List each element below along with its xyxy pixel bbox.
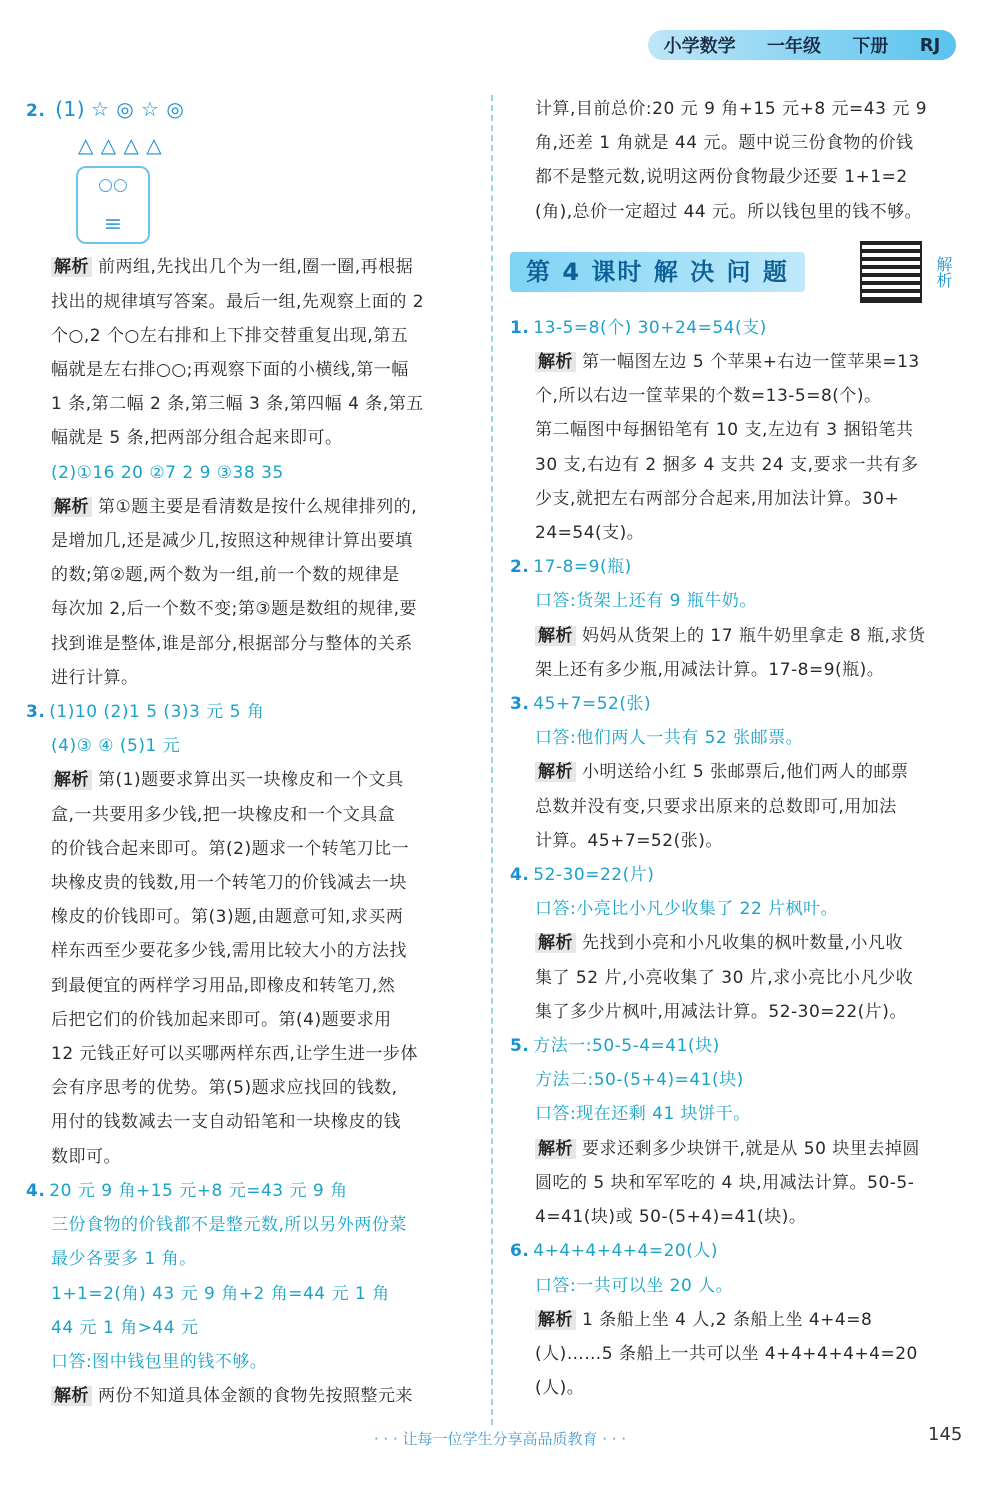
- q1-explain-line: 30 支,右边有 2 捆多 4 支共 24 支,要求一共有多: [535, 454, 919, 475]
- continued-line: 都不是整元数,说明这两份食物最少还要 1+1=2: [535, 167, 908, 188]
- q2-answer-part2: (2)①16 20 ②7 2 9 ③38 35: [51, 462, 284, 483]
- explain-label: 解析: [535, 933, 576, 953]
- explain-c-line: 橡皮的价钱即可。第(3)题,由题意可知,求买两: [51, 907, 404, 928]
- q2-answer: 2. 17-8=9(瓶): [510, 557, 632, 578]
- q4-answer: 4. 20 元 9 角+15 元+8 元=43 元 9 角: [26, 1180, 348, 1201]
- q3-number: 3.: [26, 702, 46, 723]
- explain-a-line: 幅就是左右排○○;再观察下面的小横线,第一幅: [51, 360, 409, 381]
- explain-c-line: 解析 第(1)题要求算出买一块橡皮和一个文具: [26, 763, 478, 797]
- q2-number: 2.: [510, 557, 530, 578]
- explain-label: 解析: [51, 497, 92, 517]
- explain-label: 解析: [535, 626, 576, 646]
- q4-oral-answer: 口答:小亮比小凡少收集了 22 片枫叶。: [535, 899, 839, 920]
- q6-oral-answer: 口答:一共可以坐 20 人。: [535, 1275, 734, 1296]
- footer-slogan: · · · 让每一位学生分享高品质教育 · · ·: [373, 1430, 627, 1448]
- triangle-sequence-icon: △ △ △ △: [78, 133, 163, 158]
- continued-line: 角,还差 1 角就是 44 元。题中说三份食物的价钱: [535, 133, 914, 154]
- q3-explain-line: 解析 小明送给小红 5 张邮票后,他们两人的邮票: [510, 755, 960, 789]
- q1-answer: 1. 13-5=8(个) 30+24=54(支): [510, 317, 767, 338]
- right-column: [510, 92, 960, 1405]
- header-edition: RJ: [919, 34, 941, 56]
- q2-oral-answer: 口答:货架上还有 9 瓶牛奶。: [535, 591, 757, 612]
- q4-answer-line: 三份食物的价钱都不是整元数,所以另外两份菜: [51, 1215, 407, 1236]
- q6-explain-line: 解析 1 条船上坐 4 人,2 条船上坐 4+4=8: [510, 1303, 960, 1337]
- explain-label: 解析: [535, 762, 576, 782]
- q1-explain-line: 个,所以右边一筐苹果的个数=13-5=8(个)。: [535, 386, 882, 407]
- q6-explain-line: (人)。: [535, 1378, 585, 1399]
- q6-number: 6.: [510, 1241, 530, 1262]
- q6-explain-line: (人)……5 条船上一共可以坐 4+4+4+4+4=20: [535, 1343, 918, 1364]
- explain-c-line: 的价钱合起来即可。第(2)题求一个转笔刀比一: [51, 838, 410, 859]
- q1-number: 1.: [510, 317, 530, 338]
- q4-explain-line: 集了多少片枫叶,用减法计算。52-30=22(片)。: [535, 1001, 907, 1022]
- q6-answer: 6. 4+4+4+4+4=20(人): [510, 1241, 718, 1262]
- q1-explain-line: 少支,就把左右两部分合起来,用加法计算。30+: [535, 488, 900, 509]
- q4-answer: 4. 52-30=22(片): [510, 865, 655, 886]
- explain-label: 解析: [51, 1386, 92, 1406]
- q2-explain-line: 解析 妈妈从货架上的 17 瓶牛奶里拿走 8 瓶,求货: [510, 619, 960, 653]
- explain-c-line: 样东西至少要花多少钱,需用比较大小的方法找: [51, 941, 407, 962]
- q1-explain-line: 解析 第一幅图左边 5 个苹果+右边一筐苹果=13: [510, 345, 960, 379]
- q4-number: 4.: [510, 865, 530, 886]
- explain-b-line: 的数;第②题,两个数为一组,前一个数的规律是: [51, 565, 400, 586]
- explain-label: 解析: [535, 352, 576, 372]
- q4-answer-line: 1+1=2(角) 43 元 9 角+2 角=44 元 1 角: [51, 1283, 390, 1304]
- q3-oral-answer: 口答:他们两人一共有 52 张邮票。: [535, 728, 804, 749]
- q5-explain-line: 解析 要求还剩多少块饼干,就是从 50 块里去掉圆: [510, 1132, 960, 1166]
- explain-a-line: 幅就是 5 条,把两部分组合起来即可。: [51, 428, 343, 449]
- continued-line: (角),总价一定超过 44 元。所以钱包里的钱不够。: [535, 201, 923, 222]
- explain-a-line: 个○,2 个○左右排和上下排交替重复出现,第五: [51, 325, 409, 346]
- q2-explain-line: 架上还有多少瓶,用减法计算。17-8=9(瓶)。: [535, 659, 885, 680]
- q4-explain-line: 集了 52 片,小亮收集了 30 片,求小亮比小凡少收: [535, 967, 914, 988]
- explain-c-line: 数即可。: [51, 1146, 121, 1167]
- explain-label: 解析: [535, 1139, 576, 1159]
- explain-label: 解析: [51, 257, 92, 277]
- q4-explain-line: 解析 先找到小亮和小凡收集的枫叶数量,小凡收: [510, 926, 960, 960]
- q3-explain-line: 总数并没有变,只要求出原来的总数即可,用加法: [535, 796, 897, 817]
- q5-number: 5.: [510, 1036, 530, 1057]
- explain-c-line: 后把它们的价钱加起来即可。第(4)题要求用: [51, 1009, 392, 1030]
- q4-explain: 解析 两份不知道具体金额的食物先按照整元来: [26, 1379, 478, 1413]
- explain-b-line: 每次加 2,后一个数不变;第③题是数组的规律,要: [51, 599, 417, 620]
- explain-a-line: 找出的规律填写答案。最后一组,先观察上面的 2: [51, 291, 425, 312]
- header-subject: 小学数学: [663, 36, 736, 57]
- lesson-heading: [510, 241, 960, 303]
- explain-a-line: 解析 前两组,先找出几个为一组,圈一圈,再根据: [26, 250, 478, 284]
- q5-method2: 方法二:50-(5+4)=41(块): [535, 1070, 744, 1091]
- q5-explain-line: 圆吃的 5 块和军军吃的 4 块,用减法计算。50-5-: [535, 1172, 915, 1193]
- explain-c-line: 块橡皮贵的钱数,用一个转笔刀的价钱减去一块: [51, 873, 407, 894]
- q3-explain-line: 计算。45+7=52(张)。: [535, 830, 723, 851]
- q1-explain-line: 第二幅图中每捆铅笔有 10 支,左边有 3 捆铅笔共: [535, 420, 914, 441]
- explain-c-line: 盒,一共要用多少钱,把一块橡皮和一个文具盒: [51, 804, 396, 825]
- column-divider: [491, 95, 493, 1425]
- explain-label: 解析: [51, 770, 92, 790]
- explain-c-line: 会有序思考的优势。第(5)题求应找回的钱数,: [51, 1078, 398, 1099]
- q3-answer: 3. 45+7=52(张): [510, 694, 652, 715]
- explain-c-line: 用付的钱数减去一支自动铅笔和一块橡皮的钱: [51, 1112, 401, 1133]
- qr-block[interactable]: [860, 241, 960, 303]
- header-grade: 一年级: [767, 36, 822, 57]
- explain-c-line: 12 元钱正好可以买哪两样东西,让学生进一步体: [51, 1044, 418, 1065]
- explain-b-line: 进行计算。: [51, 667, 139, 688]
- lesson-title: 第 4 课时 解 决 问 题: [510, 252, 805, 292]
- q4-oral-answer: 口答:图中钱包里的钱不够。: [51, 1351, 268, 1372]
- q3-answer-2: (4)③ ④ (5)1 元: [51, 736, 181, 757]
- q3-number: 3.: [510, 694, 530, 715]
- explain-a-line: 1 条,第二幅 2 条,第三幅 3 条,第四幅 4 条,第五: [51, 394, 424, 415]
- qr-label: 解析: [934, 255, 953, 288]
- q2-number: 2.: [26, 101, 46, 121]
- q4-number: 4.: [26, 1180, 46, 1201]
- lines-icon: ≡: [103, 212, 123, 238]
- q1-explain-line: 24=54(支)。: [535, 523, 645, 544]
- q2-part1-label: (1): [55, 97, 86, 121]
- continued-line: 计算,目前总价:20 元 9 角+15 元+8 元=43 元 9: [535, 99, 928, 119]
- q4-answer-line: 44 元 1 角>44 元: [51, 1317, 199, 1338]
- q5-oral-answer: 口答:现在还剩 41 块饼干。: [535, 1104, 751, 1125]
- q5-answer: 5. 方法一:50-5-4=41(块): [510, 1036, 720, 1057]
- explain-label: 解析: [535, 1310, 576, 1330]
- q2-answer-part1: [26, 92, 478, 128]
- page-header: [648, 30, 956, 60]
- q5-explain-line: 4=41(块)或 50-(5+4)=41(块)。: [535, 1207, 807, 1228]
- pattern-figure: [76, 166, 150, 244]
- q3-answer: 3. (1)10 (2)1 5 (3)3 元 5 角: [26, 702, 265, 723]
- circles-icon: ○○: [98, 175, 128, 196]
- header-volume: 下册: [852, 36, 889, 57]
- q4-answer-line: 最少各要多 1 角。: [51, 1249, 197, 1270]
- left-column: [26, 92, 478, 1413]
- explain-b-line: 解析 第①题主要是看清数是按什么规律排列的,: [26, 490, 478, 524]
- explain-c-line: 到最便宜的两样学习用品,即橡皮和转笔刀,然: [51, 975, 396, 996]
- qr-code-icon[interactable]: [860, 241, 922, 303]
- explain-b-line: 是增加几,还是减少几,按照这种规律计算出要填: [51, 531, 413, 552]
- explain-b-line: 找到谁是整体,谁是部分,根据部分与整体的关系: [51, 633, 413, 654]
- star-ring-sequence-icon: ☆ ◎ ☆ ◎: [90, 97, 185, 121]
- page-number: 145: [928, 1424, 963, 1445]
